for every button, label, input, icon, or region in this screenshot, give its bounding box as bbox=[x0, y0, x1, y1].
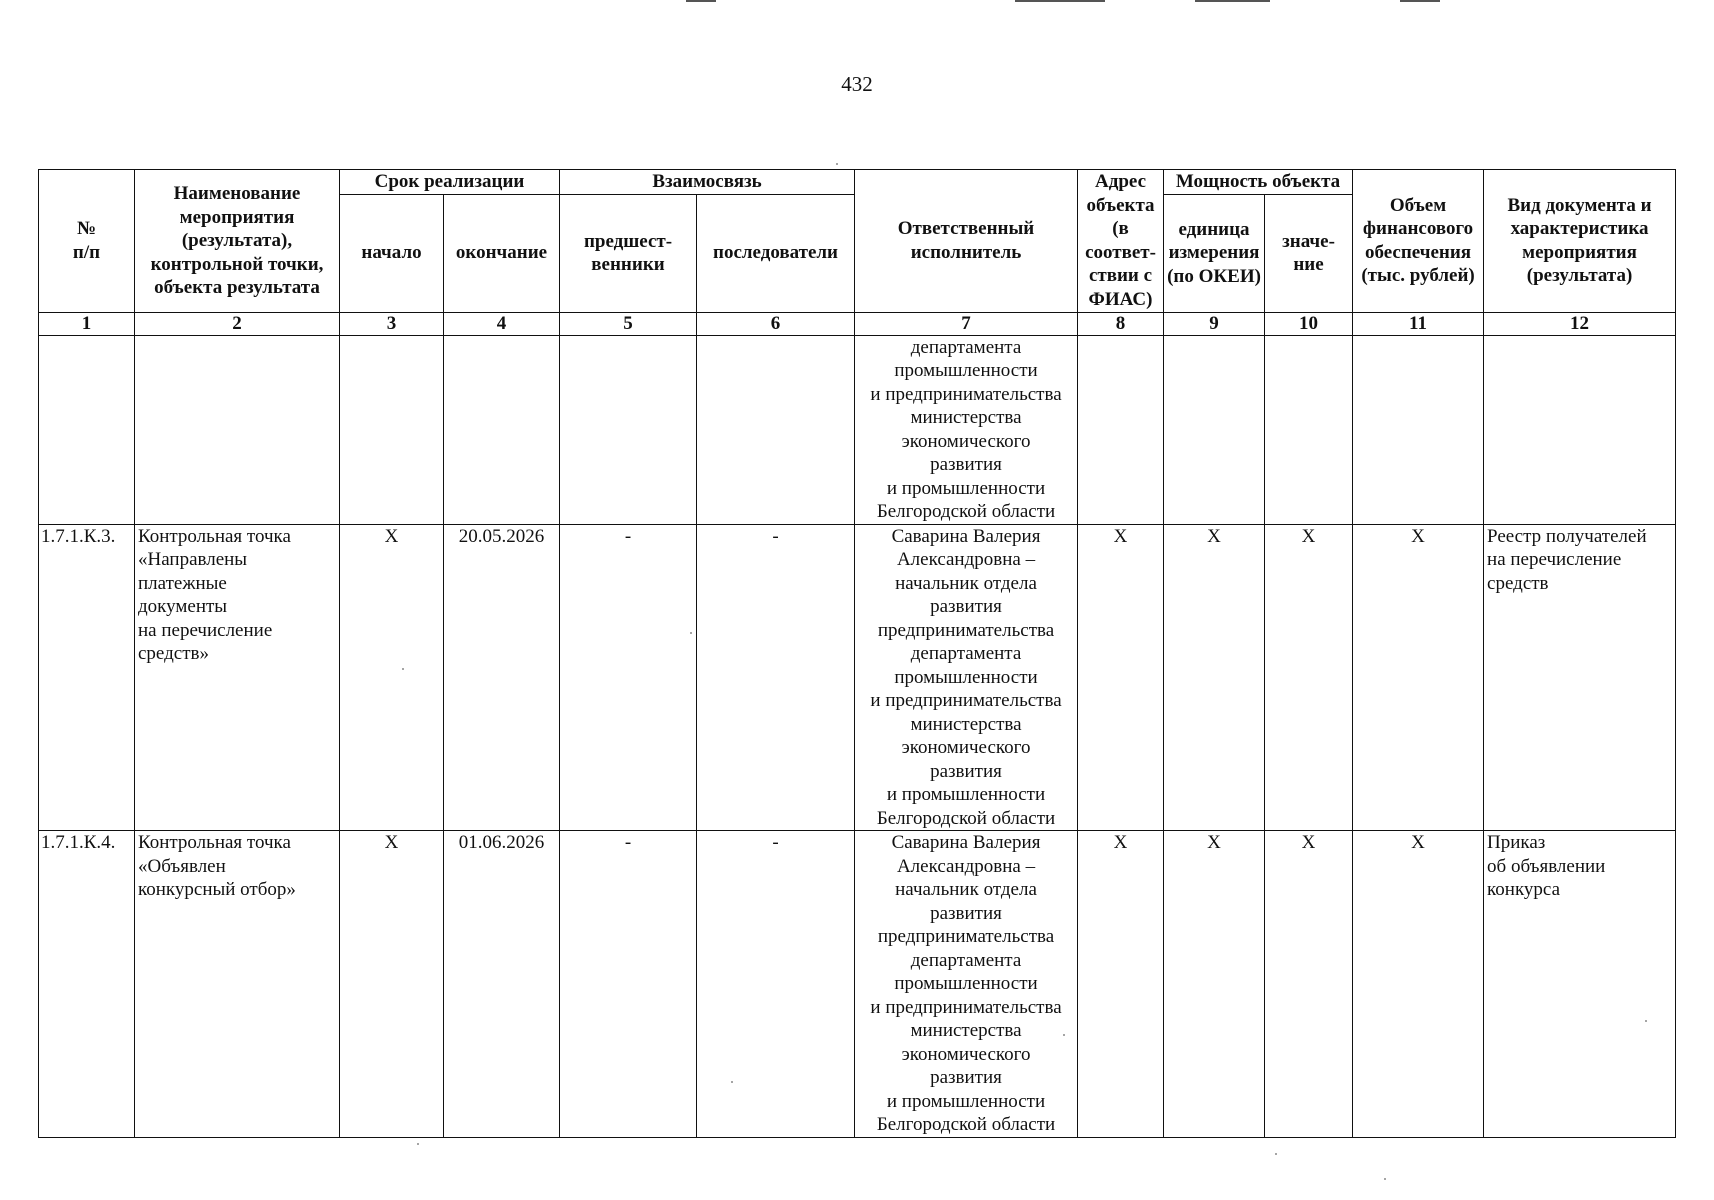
scan-speck bbox=[402, 668, 404, 670]
cell-address: Х bbox=[1078, 831, 1164, 1138]
scan-speck bbox=[1275, 1153, 1277, 1155]
cell-name bbox=[135, 335, 340, 524]
cell-document: Приказ об объявлении конкурса bbox=[1484, 831, 1676, 1138]
cell-responsible: Саварина Валерия Александровна – начальник отдела развития предпринимательства департамента промышленности и предпринимательства министерства экономического развития и промышленности Белгородской области bbox=[855, 524, 1078, 831]
scan-speck bbox=[836, 163, 838, 165]
cell-responsible: Саварина Валерия Александровна – начальник отдела развития предпринимательства департамента промышленности и предпринимательства министерства экономического развития и промышленности Белгородской области bbox=[855, 831, 1078, 1138]
header-unit: единица измерения (по ОКЕИ) bbox=[1164, 194, 1265, 312]
column-number: 5 bbox=[560, 312, 697, 335]
page-number: 432 bbox=[841, 72, 873, 96]
cell-finance bbox=[1353, 335, 1484, 524]
cell-document bbox=[1484, 335, 1676, 524]
cell-successors bbox=[697, 335, 855, 524]
cell-predecessors: - bbox=[560, 831, 697, 1138]
cell-start bbox=[340, 335, 444, 524]
header-start: начало bbox=[340, 194, 444, 312]
cell-predecessors: - bbox=[560, 524, 697, 831]
column-number: 10 bbox=[1265, 312, 1353, 335]
column-number: 9 bbox=[1164, 312, 1265, 335]
column-number: 6 bbox=[697, 312, 855, 335]
table-row bbox=[39, 524, 1676, 831]
column-number: 2 bbox=[135, 312, 340, 335]
cell-start: Х bbox=[340, 524, 444, 831]
table-row bbox=[39, 831, 1676, 1138]
column-number: 7 bbox=[855, 312, 1078, 335]
cell-end bbox=[444, 335, 560, 524]
cell-finance: Х bbox=[1353, 831, 1484, 1138]
column-number: 3 bbox=[340, 312, 444, 335]
scan-speck bbox=[690, 632, 692, 634]
header-address: Адрес объекта (в соответ-ствии с ФИАС) bbox=[1078, 170, 1164, 313]
header-group-term: Срок реализации bbox=[340, 170, 560, 195]
table-row bbox=[39, 335, 1676, 524]
cell-num: 1.7.1.К.3. bbox=[39, 524, 135, 831]
header-group-capacity: Мощность объекта bbox=[1164, 170, 1353, 195]
header-finance: Объем финансового обеспечения (тыс. рублей) bbox=[1353, 170, 1484, 313]
header-value: значе-ние bbox=[1265, 194, 1353, 312]
header-successors: последователи bbox=[697, 194, 855, 312]
cell-end: 01.06.2026 bbox=[444, 831, 560, 1138]
cell-predecessors bbox=[560, 335, 697, 524]
header-name: Наименование мероприятия (результата), контрольной точки, объекта результата bbox=[135, 170, 340, 313]
column-number: 4 bbox=[444, 312, 560, 335]
scan-edge-line bbox=[686, 0, 716, 2]
cell-value: Х bbox=[1265, 524, 1353, 831]
plan-table bbox=[38, 169, 1676, 1138]
cell-name: Контрольная точка «Объявлен конкурсный отбор» bbox=[135, 831, 340, 1138]
cell-num bbox=[39, 335, 135, 524]
column-number: 11 bbox=[1353, 312, 1484, 335]
header-end: окончание bbox=[444, 194, 560, 312]
scan-speck bbox=[417, 1143, 419, 1145]
scan-speck bbox=[731, 1081, 733, 1083]
cell-end: 20.05.2026 bbox=[444, 524, 560, 831]
header-document: Вид документа и характеристика мероприятия (результата) bbox=[1484, 170, 1676, 313]
scan-speck bbox=[1063, 1034, 1065, 1036]
column-number: 1 bbox=[39, 312, 135, 335]
cell-address bbox=[1078, 335, 1164, 524]
scan-edge-line bbox=[1015, 0, 1105, 2]
cell-num: 1.7.1.К.4. bbox=[39, 831, 135, 1138]
scan-edge-line bbox=[1400, 0, 1440, 2]
header-predecessors: предшест-венники bbox=[560, 194, 697, 312]
column-number: 12 bbox=[1484, 312, 1676, 335]
cell-responsible: департамента промышленности и предпринимательства министерства экономического развития и промышленности Белгородской области bbox=[855, 335, 1078, 524]
cell-address: Х bbox=[1078, 524, 1164, 831]
cell-value: Х bbox=[1265, 831, 1353, 1138]
header-responsible: Ответственный исполнитель bbox=[855, 170, 1078, 313]
cell-name: Контрольная точка «Направлены платежные документы на перечисление средств» bbox=[135, 524, 340, 831]
cell-successors: - bbox=[697, 831, 855, 1138]
scan-edge-line bbox=[1195, 0, 1270, 2]
cell-successors: - bbox=[697, 524, 855, 831]
cell-unit: Х bbox=[1164, 524, 1265, 831]
header-num: № п/п bbox=[39, 170, 135, 313]
column-number: 8 bbox=[1078, 312, 1164, 335]
header-row bbox=[39, 170, 1676, 195]
column-number-row bbox=[39, 312, 1676, 335]
scan-speck bbox=[1645, 1020, 1647, 1022]
header-group-link: Взаимосвязь bbox=[560, 170, 855, 195]
scan-speck bbox=[1384, 1178, 1386, 1180]
cell-unit bbox=[1164, 335, 1265, 524]
cell-start: Х bbox=[340, 831, 444, 1138]
cell-unit: Х bbox=[1164, 831, 1265, 1138]
cell-finance: Х bbox=[1353, 524, 1484, 831]
cell-value bbox=[1265, 335, 1353, 524]
cell-document: Реестр получателей на перечисление средств bbox=[1484, 524, 1676, 831]
